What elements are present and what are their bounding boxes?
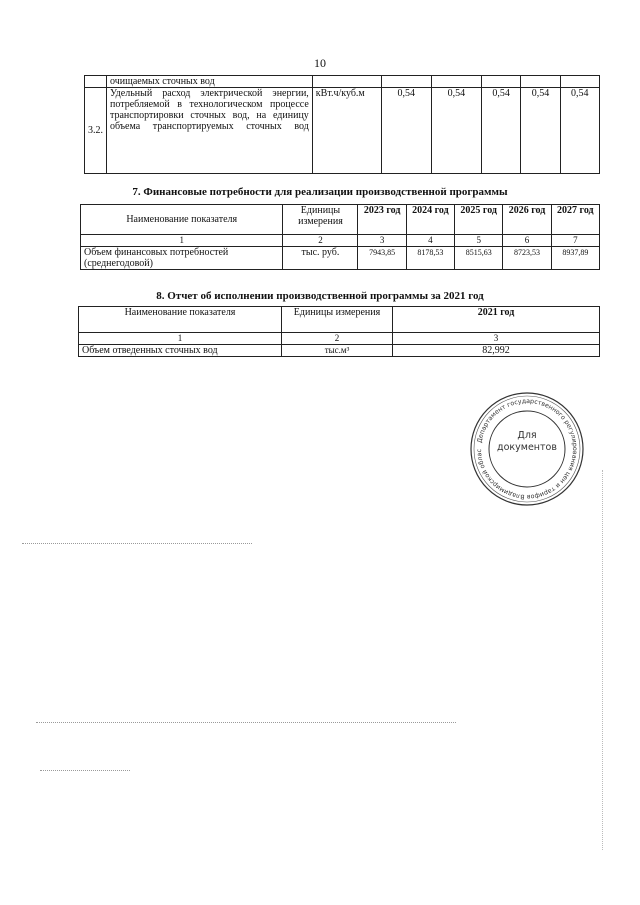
column-number-row	[81, 235, 600, 247]
scan-artifact	[40, 770, 130, 772]
value-cell: 8937,89	[551, 247, 599, 270]
header-name: Наименование показателя	[79, 307, 282, 333]
value-cell: 8178,53	[406, 247, 454, 270]
header-year: 2026 год	[503, 205, 551, 235]
value-cell: 8515,63	[455, 247, 503, 270]
column-number-row	[79, 333, 600, 345]
program-report-table	[78, 306, 600, 357]
indicator-name: Удельный расход электрической энергии, потребляемой в технологическом процессе транспортировки сточных вод, на единицу объема транспортируемых сточных вод	[107, 88, 313, 174]
column-number: 3	[358, 235, 406, 247]
document-stamp	[468, 390, 586, 508]
header-year: 2027 год	[551, 205, 599, 235]
indicators-table	[84, 75, 600, 174]
financial-needs-table	[80, 204, 600, 270]
page-number: 10	[314, 56, 326, 70]
table-header-row	[81, 205, 600, 235]
column-number: 2	[282, 333, 393, 345]
value-cell: 0,54	[560, 88, 599, 174]
header-year: 2023 год	[358, 205, 406, 235]
column-number: 2	[283, 235, 358, 247]
value-cell: 0,54	[381, 88, 431, 174]
value-cell: 82,992	[393, 345, 600, 357]
scan-artifact	[22, 543, 252, 545]
value-cell: 0,54	[521, 88, 560, 174]
header-name: Наименование показателя	[81, 205, 283, 235]
table-row	[79, 345, 600, 357]
column-number: 4	[406, 235, 454, 247]
header-year: 2021 год	[393, 307, 600, 333]
scan-artifact	[602, 470, 603, 850]
value-cell: 7943,85	[358, 247, 406, 270]
row-number: 3.2.	[85, 88, 107, 174]
stamp-ring-text: Департамент государственного регулирования цен и тарифов Владимирской облас	[475, 397, 579, 501]
table-row	[85, 76, 600, 88]
column-number: 5	[455, 235, 503, 247]
table-row	[81, 247, 600, 270]
stamp-center-text: Для документов	[497, 430, 557, 453]
column-number: 6	[503, 235, 551, 247]
continued-name-cell: очищаемых сточных вод	[107, 76, 313, 88]
scan-artifact	[36, 722, 456, 724]
column-number: 1	[81, 235, 283, 247]
table-header-row	[79, 307, 600, 333]
column-number: 1	[79, 333, 282, 345]
indicator-name: Объем отведенных сточных вод	[79, 345, 282, 357]
indicator-unit: кВт.ч/куб.м	[312, 88, 381, 174]
header-unit: Единицы измерения	[283, 205, 358, 235]
header-year: 2025 год	[455, 205, 503, 235]
value-cell: 0,54	[481, 88, 520, 174]
table-row	[85, 88, 600, 174]
header-year: 2024 год	[406, 205, 454, 235]
header-unit: Единицы измерения	[282, 307, 393, 333]
indicator-name: Объем финансовых потребностей (среднегодовой)	[81, 247, 283, 270]
indicator-unit: тыс.м³	[282, 345, 393, 357]
value-cell: 0,54	[431, 88, 481, 174]
section-8-title: 8. Отчет об исполнении производственной программы за 2021 год	[156, 290, 484, 302]
column-number: 3	[393, 333, 600, 345]
column-number: 7	[551, 235, 599, 247]
value-cell: 8723,53	[503, 247, 551, 270]
section-7-title: 7. Финансовые потребности для реализации производственной программы	[132, 186, 508, 198]
indicator-unit: тыс. руб.	[283, 247, 358, 270]
